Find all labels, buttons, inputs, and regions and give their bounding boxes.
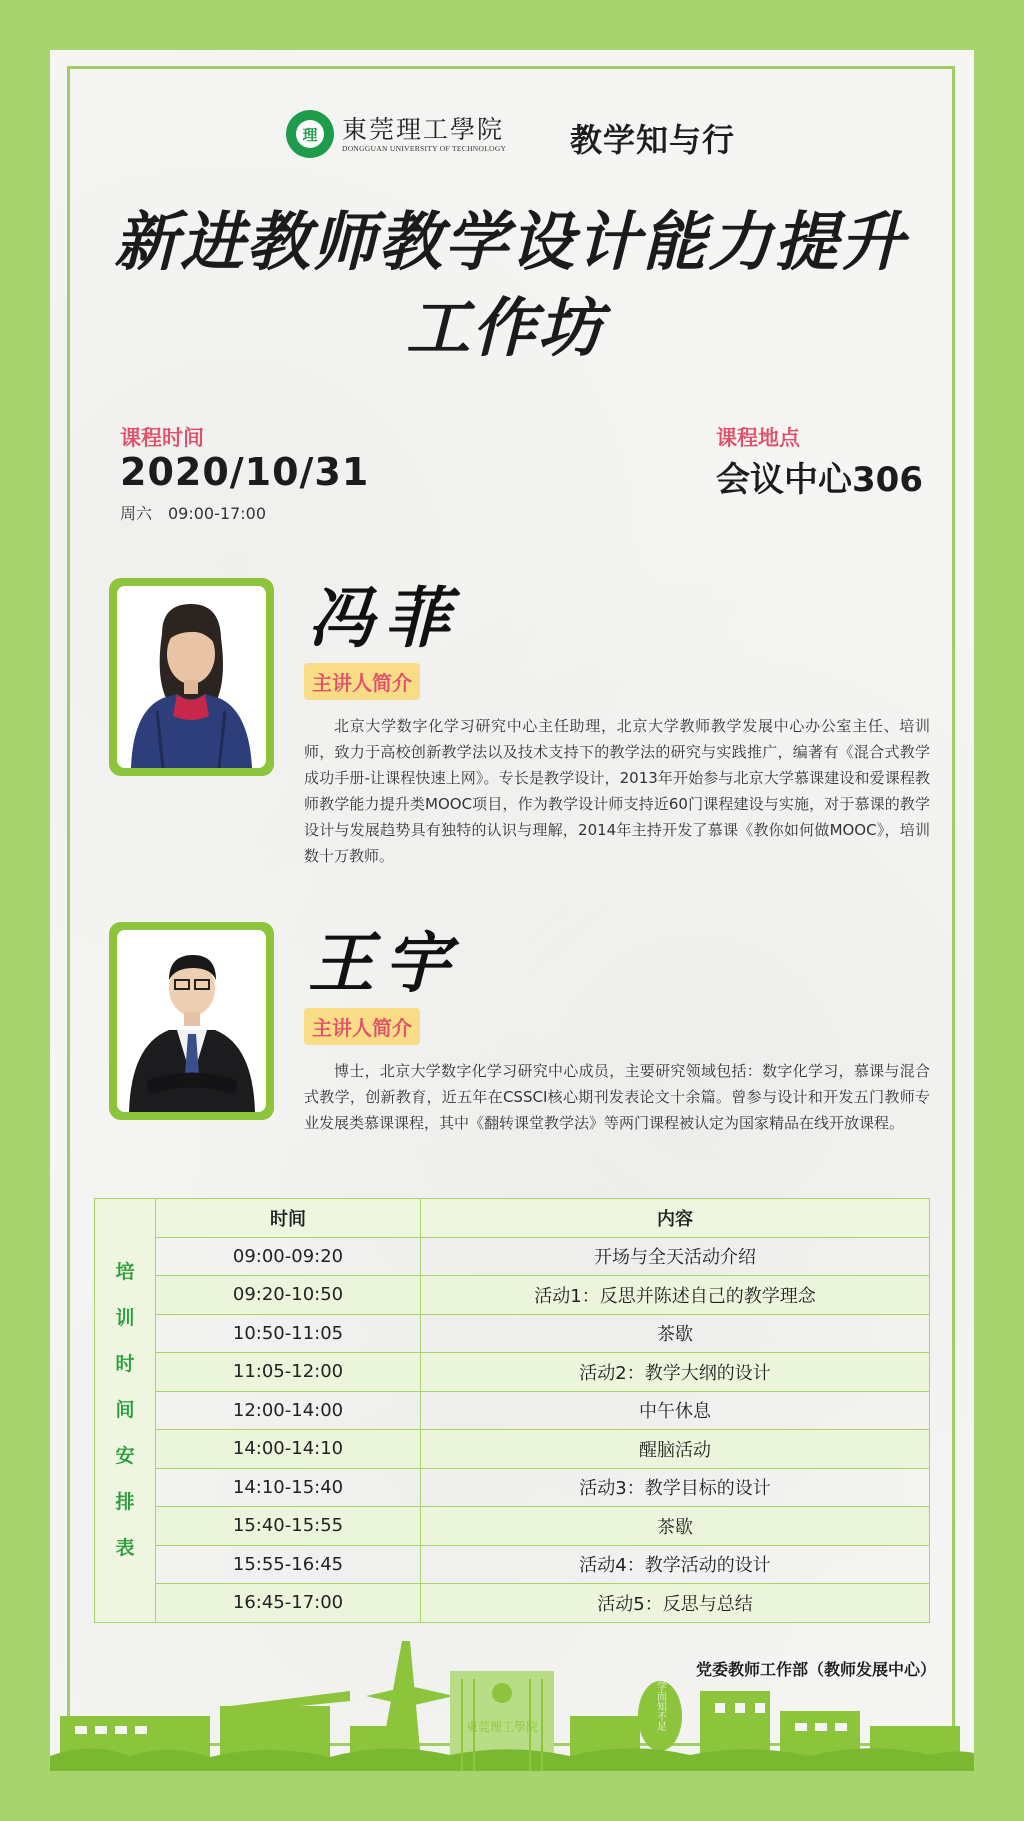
campus-stone-text: 学而知不足	[654, 1681, 666, 1731]
schedule-header-row	[95, 1199, 930, 1238]
speaker-2-name: 王宇	[308, 924, 460, 1002]
course-weekday-time: 周六 09:00-17:00	[120, 504, 266, 523]
schedule-col-content: 内容	[421, 1199, 930, 1238]
schedule-row	[95, 1507, 930, 1546]
speaker-1-photo	[109, 578, 274, 776]
campus-gate-text: 東莞理工學院	[465, 1720, 539, 1734]
logo-english-name: DONGGUAN UNIVERSITY OF TECHNOLOGY	[342, 143, 507, 153]
schedule-content-cell: 茶歇	[421, 1507, 930, 1546]
schedule-row	[95, 1237, 930, 1276]
title-line-1: 新进教师教学设计能力提升	[114, 206, 906, 280]
speaker-2-intro-badge: 主讲人简介	[304, 1008, 420, 1045]
schedule-time-cell: 10:50-11:05	[156, 1314, 421, 1353]
schedule-row	[95, 1314, 930, 1353]
speaker-1-bio: 北京大学数字化学习研究中心主任助理，北京大学教师教学发展中心办公室主任、培训师，致力于高校创新教学法以及技术支持下的教学法的研究与实践推广，编著有《混合式教学成功手册-让课程快速上网》。专长是教学设计，2013年开始参与北京大学慕课建设和爱课程教师教学能力提升类MOOC项目，作为教学设计师支持近60门课程建设与实施，对于慕课的教学设计与发展趋势具有独特的认识与理解，2014年主持开发了慕课《教你如何做MOOC》，培训数十万教师。	[304, 717, 930, 865]
course-date: 2020/10/31	[120, 450, 370, 494]
speaker-2-portrait	[117, 930, 266, 1112]
schedule-side-label	[95, 1199, 156, 1623]
speaker-2-photo	[109, 922, 274, 1120]
speaker-2-bio: 博士，北京大学数字化学习研究中心成员，主要研究领域包括：数字化学习，慕课与混合式教学，创新教育，近五年在CSSCI核心期刊发表论文十余篇。曾参与设计和开发五门教师专业发展类慕课课程，其中《翻转课堂教学法》等两门课程被认定为国家精品在线开放课程。	[304, 1062, 930, 1132]
schedule-row	[95, 1391, 930, 1430]
schedule-row	[95, 1468, 930, 1507]
schedule-content-cell: 中午休息	[421, 1391, 930, 1430]
speaker-1-portrait	[117, 586, 266, 768]
course-time-label: 课程时间	[120, 426, 204, 450]
schedule-content-cell: 茶歇	[421, 1314, 930, 1353]
schedule-time-cell: 14:00-14:10	[156, 1430, 421, 1469]
schedule-side-char: 安	[115, 1445, 135, 1468]
schedule-content-cell: 醒脑活动	[421, 1430, 930, 1469]
schedule-row	[95, 1353, 930, 1392]
course-place: 会议中心306	[716, 460, 923, 500]
course-place-label: 课程地点	[716, 426, 800, 450]
title-line-2: 工作坊	[406, 292, 604, 366]
schedule-time-cell: 16:45-17:00	[156, 1584, 421, 1623]
schedule-side-char: 排	[115, 1491, 135, 1514]
schedule-content-cell: 活动2：教学大纲的设计	[421, 1353, 930, 1392]
university-logo	[286, 110, 506, 158]
schedule-content-cell: 活动3：教学目标的设计	[421, 1468, 930, 1507]
logo-chinese-name: 東莞理工學院	[342, 114, 505, 144]
schedule-time-cell: 14:10-15:40	[156, 1468, 421, 1507]
poster-title	[90, 200, 930, 372]
schedule-content-cell: 活动5：反思与总结	[421, 1584, 930, 1623]
schedule-row	[95, 1545, 930, 1584]
schedule-content-cell: 活动1：反思并陈述自己的教学理念	[421, 1276, 930, 1315]
schedule-time-cell: 15:40-15:55	[156, 1507, 421, 1546]
slogan: 教学知与行	[570, 121, 736, 159]
schedule-side-char: 时	[115, 1353, 135, 1376]
schedule-time-cell: 09:20-10:50	[156, 1276, 421, 1315]
schedule-content-cell: 开场与全天活动介绍	[421, 1237, 930, 1276]
footer-organizer: 党委教师工作部（教师发展中心）	[695, 1660, 936, 1679]
university-emblem-icon: 理	[286, 110, 334, 158]
campus-skyline-illustration	[50, 1631, 974, 1771]
schedule-time-cell: 09:00-09:20	[156, 1237, 421, 1276]
schedule-time-cell: 11:05-12:00	[156, 1353, 421, 1392]
schedule-time-cell: 12:00-14:00	[156, 1391, 421, 1430]
schedule-side-char: 表	[115, 1537, 135, 1560]
speaker-1-intro-badge: 主讲人简介	[304, 663, 420, 700]
schedule-side-char: 培	[115, 1261, 135, 1284]
schedule-row	[95, 1430, 930, 1469]
schedule-side-char: 训	[115, 1307, 135, 1330]
schedule-table	[94, 1198, 930, 1623]
schedule-time-cell: 15:55-16:45	[156, 1545, 421, 1584]
schedule-side-char: 间	[115, 1399, 135, 1422]
poster	[50, 50, 974, 1771]
schedule-row	[95, 1584, 930, 1623]
schedule-row	[95, 1276, 930, 1315]
speaker-1-name: 冯菲	[308, 579, 460, 657]
schedule-content-cell: 活动4：教学活动的设计	[421, 1545, 930, 1584]
schedule-col-time: 时间	[156, 1199, 421, 1238]
